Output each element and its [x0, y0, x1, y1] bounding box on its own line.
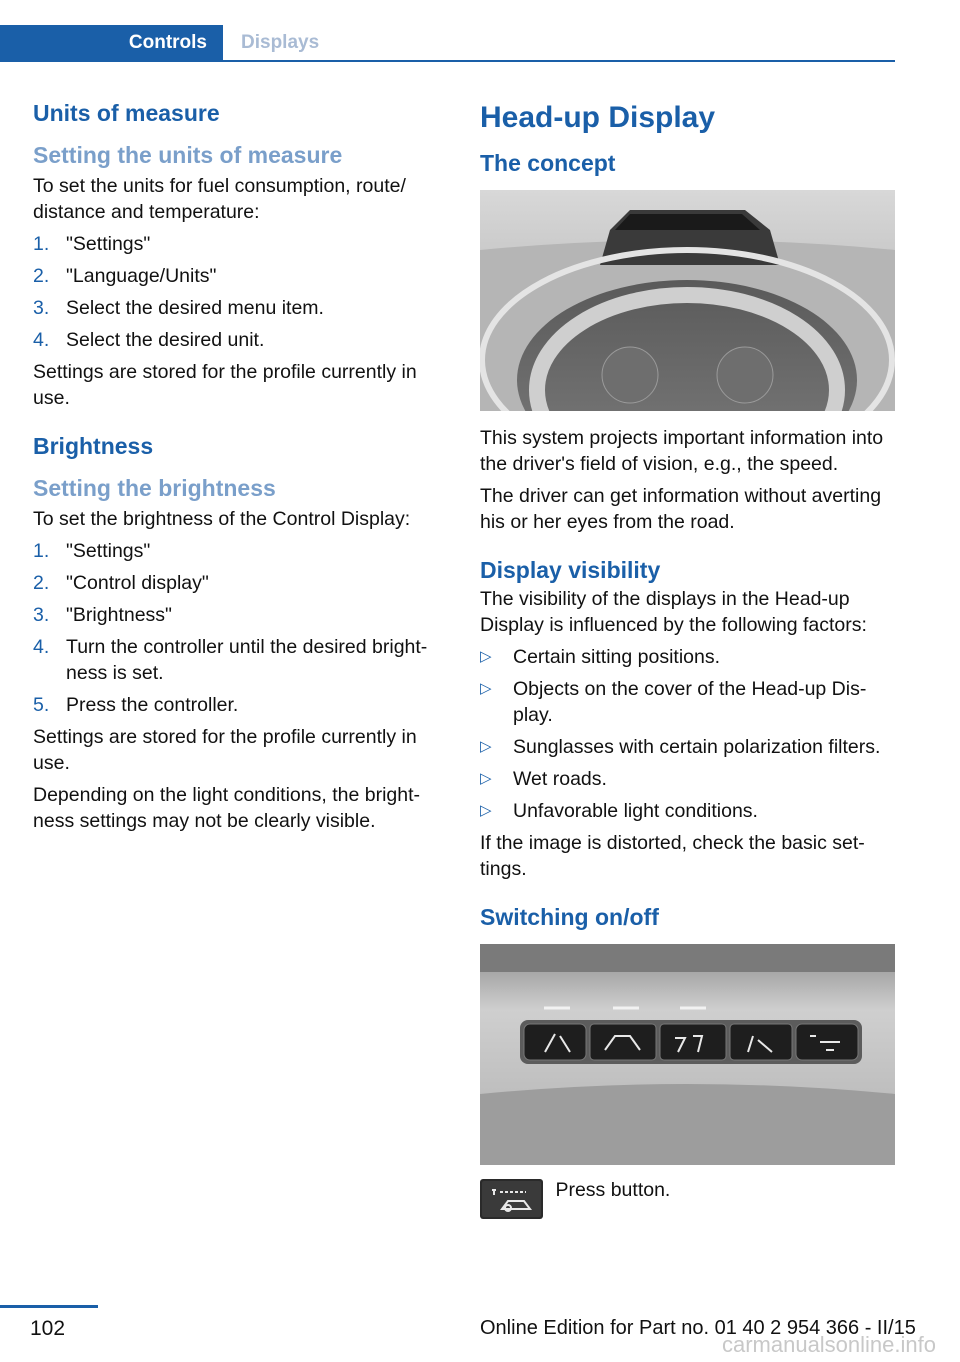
press-button-row — [480, 1179, 895, 1219]
switch-heading: Switching on/off — [480, 904, 659, 931]
list-item: 1. "Settings" — [33, 233, 151, 256]
press-button-text: Press button. — [555, 1178, 671, 1201]
list-item: 2. "Language/Units" — [33, 265, 217, 288]
left-column — [33, 100, 443, 840]
brightness-heading: Brightness — [33, 433, 154, 460]
visibility-factors — [480, 644, 895, 824]
brightness-intro: To set the brightness of the Control Display: — [33, 508, 411, 531]
header-tabs — [0, 25, 895, 62]
hud-dashboard-photo — [480, 190, 895, 411]
visibility-heading: Display visibility — [480, 556, 661, 583]
watermark: carmanualsonline.info — [721, 1332, 936, 1357]
list-item: 3. "Brightness" — [33, 604, 172, 627]
page-title: Head-up Display — [480, 101, 716, 134]
concept-paragraph-1: This system projects important information into the driver's field of vision, e.g., the speed. — [480, 426, 884, 475]
bullet-triangle-icon: ▷ — [480, 648, 492, 666]
header-rule — [0, 60, 895, 62]
bullet-triangle-icon: ▷ — [480, 802, 492, 820]
list-item: 2. "Control display" — [33, 572, 209, 595]
list-item: ▷ Unfavorable light conditions. — [480, 800, 758, 823]
hud-button-icon — [480, 1179, 543, 1219]
units-note: Settings are stored for the profile currently in use. — [33, 361, 417, 410]
concept-paragraph-2: The driver can get information without averting his or her eyes from the road. — [480, 484, 882, 533]
right-column — [480, 100, 895, 1219]
list-item: 4. Select the desired unit. — [33, 329, 265, 352]
list-item: 4. Turn the controller until the desired bright‐ ness is set. — [33, 636, 428, 685]
tab-displays[interactable]: Displays — [241, 31, 320, 53]
tab-controls[interactable]: Controls — [0, 25, 223, 60]
list-item: 5. Press the controller. — [33, 694, 239, 717]
bullet-triangle-icon: ▷ — [480, 680, 492, 698]
visibility-note: If the image is distorted, check the basic set‐ tings. — [480, 832, 865, 881]
brightness-visibility-note: Depending on the light conditions, the bright‐ ness settings may not be clearly visible. — [33, 784, 421, 833]
list-item: ▷ Sunglasses with certain polarization filters. — [480, 736, 881, 759]
list-item: 1. "Settings" — [33, 540, 151, 563]
units-intro: To set the units for fuel consumption, route/ distance and temperature: — [33, 175, 406, 224]
list-item: ▷ Certain sitting positions. — [480, 646, 721, 669]
bullet-triangle-icon: ▷ — [480, 770, 492, 788]
brightness-steps — [33, 538, 443, 718]
list-item: ▷ Wet roads. — [480, 768, 607, 791]
edition-text: Online Edition for Part no. 01 40 2 954 366 - II/15 — [480, 1317, 916, 1339]
list-item: ▷ Objects on the cover of the Head-up Dis‐ play. — [480, 678, 867, 727]
units-subheading: Setting the units of measure — [33, 141, 343, 168]
units-heading: Units of measure — [33, 100, 220, 126]
button-panel-photo — [480, 944, 895, 1165]
list-item: 3. Select the desired menu item. — [33, 297, 324, 320]
concept-heading: The concept — [480, 150, 616, 176]
bullet-triangle-icon: ▷ — [480, 738, 492, 756]
brightness-note: Settings are stored for the profile currently in use. — [33, 726, 417, 775]
units-steps — [33, 231, 443, 353]
footer-rule — [0, 1305, 98, 1308]
brightness-subheading: Setting the brightness — [33, 474, 276, 501]
page-number: 102 — [30, 1317, 66, 1340]
visibility-intro: The visibility of the displays in the Head-up Display is influenced by the following factors: — [480, 588, 867, 637]
